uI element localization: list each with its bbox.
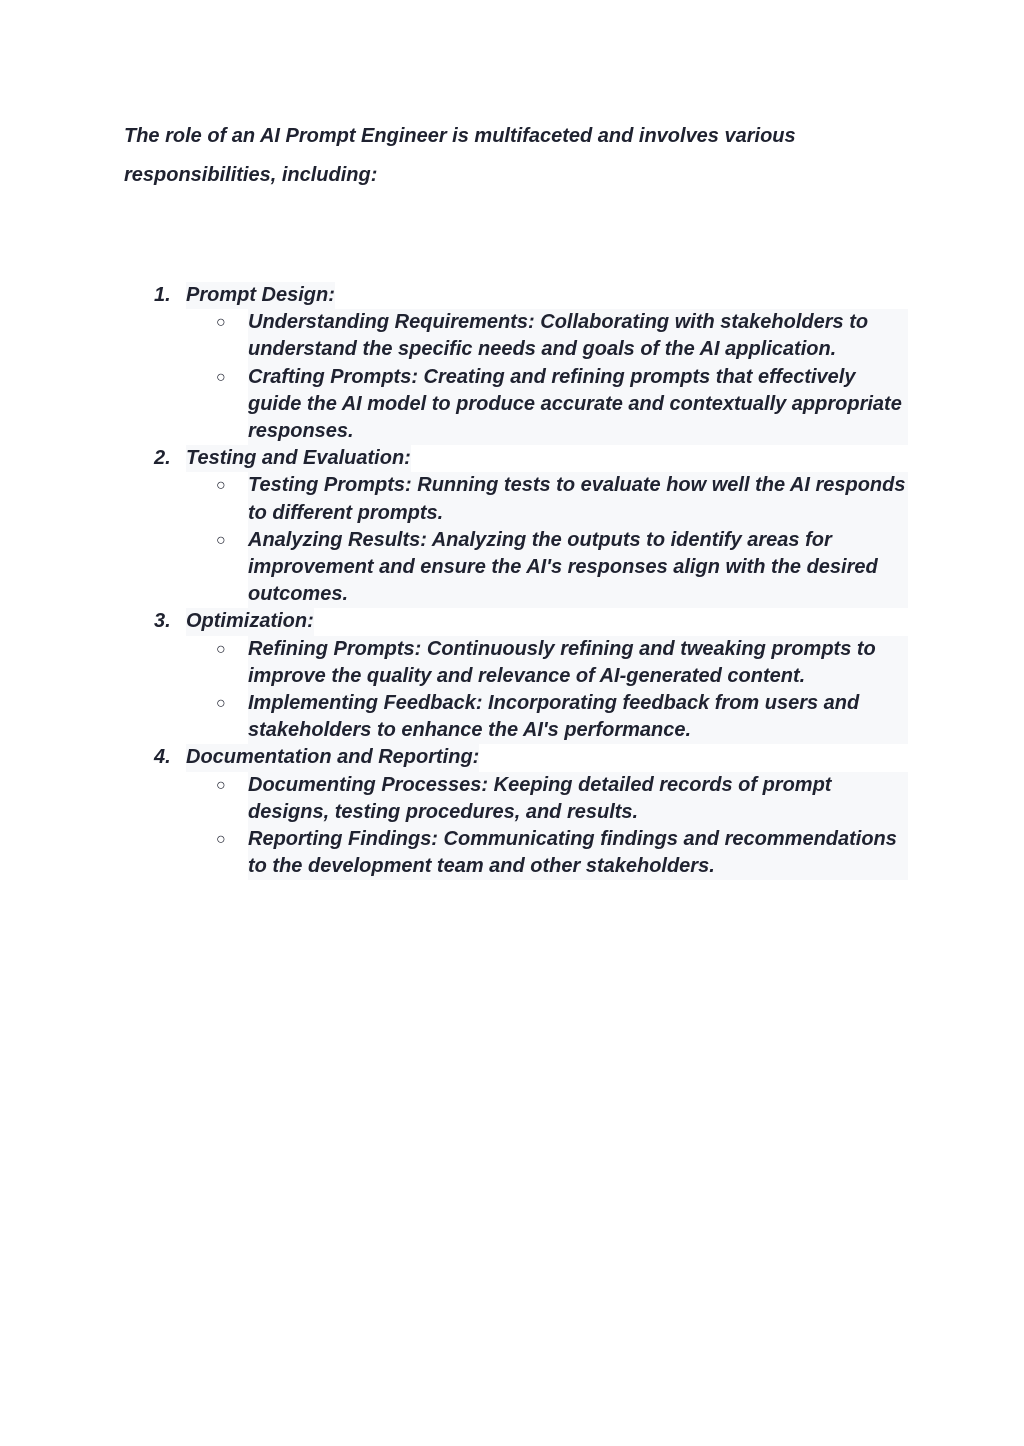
sub-list-item — [154, 527, 914, 609]
sub-list — [154, 772, 914, 881]
item-number: 4. — [154, 746, 171, 769]
bullet-icon: ○ — [216, 314, 226, 332]
bullet-icon: ○ — [216, 531, 226, 549]
sub-list — [154, 636, 914, 745]
section-heading — [154, 744, 914, 771]
section-title: Optimization: — [186, 608, 314, 635]
sub-list-item — [154, 309, 914, 363]
item-number: 2. — [154, 447, 171, 470]
section-title: Testing and Evaluation: — [186, 445, 411, 472]
sub-item-text: Crafting Prompts: Creating and refining prompts that effectively guide the AI model to produce accurate and contextually appropriate responses. — [248, 364, 908, 446]
sub-list-item — [154, 364, 914, 446]
list-item — [154, 282, 914, 445]
list-item — [154, 608, 914, 744]
sub-list-item — [154, 690, 914, 744]
sub-list-item — [154, 472, 914, 526]
bullet-icon: ○ — [216, 695, 226, 713]
bullet-icon: ○ — [216, 368, 226, 386]
bullet-icon: ○ — [216, 477, 226, 495]
sub-item-text: Analyzing Results: Analyzing the outputs to identify areas for improvement and ensure the AI's responses align with the desired outcomes. — [248, 527, 908, 609]
list-item — [154, 445, 914, 608]
section-heading — [154, 445, 914, 472]
sub-list-item — [154, 636, 914, 690]
sub-item-text: Implementing Feedback: Incorporating feedback from users and stakeholders to enhance the AI's performance. — [248, 690, 908, 744]
sub-list — [154, 309, 914, 445]
section-title: Prompt Design: — [186, 282, 335, 309]
sub-item-text: Refining Prompts: Continuously refining and tweaking prompts to improve the quality and relevance of AI-generated content. — [248, 636, 908, 690]
sub-list — [154, 472, 914, 608]
item-number: 1. — [154, 284, 171, 306]
sub-list-item — [154, 826, 914, 880]
sub-item-text: Understanding Requirements: Collaborating with stakeholders to understand the specific needs and goals of the AI application. — [248, 309, 908, 363]
sub-item-text: Documenting Processes: Keeping detailed records of prompt designs, testing procedures, and results. — [248, 772, 908, 826]
sub-list-item — [154, 772, 914, 826]
bullet-icon: ○ — [216, 776, 226, 794]
bullet-icon: ○ — [216, 831, 226, 849]
sub-item-text: Reporting Findings: Communicating findings and recommendations to the development team and other stakeholders. — [248, 826, 908, 880]
section-heading — [154, 282, 914, 309]
section-title: Documentation and Reporting: — [186, 744, 479, 771]
item-number: 3. — [154, 610, 171, 633]
section-heading — [154, 608, 914, 635]
list-item — [154, 744, 914, 880]
responsibilities-list — [154, 282, 914, 880]
bullet-icon: ○ — [216, 640, 226, 658]
sub-item-text: Testing Prompts: Running tests to evaluate how well the AI responds to different prompts. — [248, 472, 908, 526]
intro-paragraph: The role of an AI Prompt Engineer is multifaceted and involves various responsibilities, including: — [124, 125, 796, 186]
